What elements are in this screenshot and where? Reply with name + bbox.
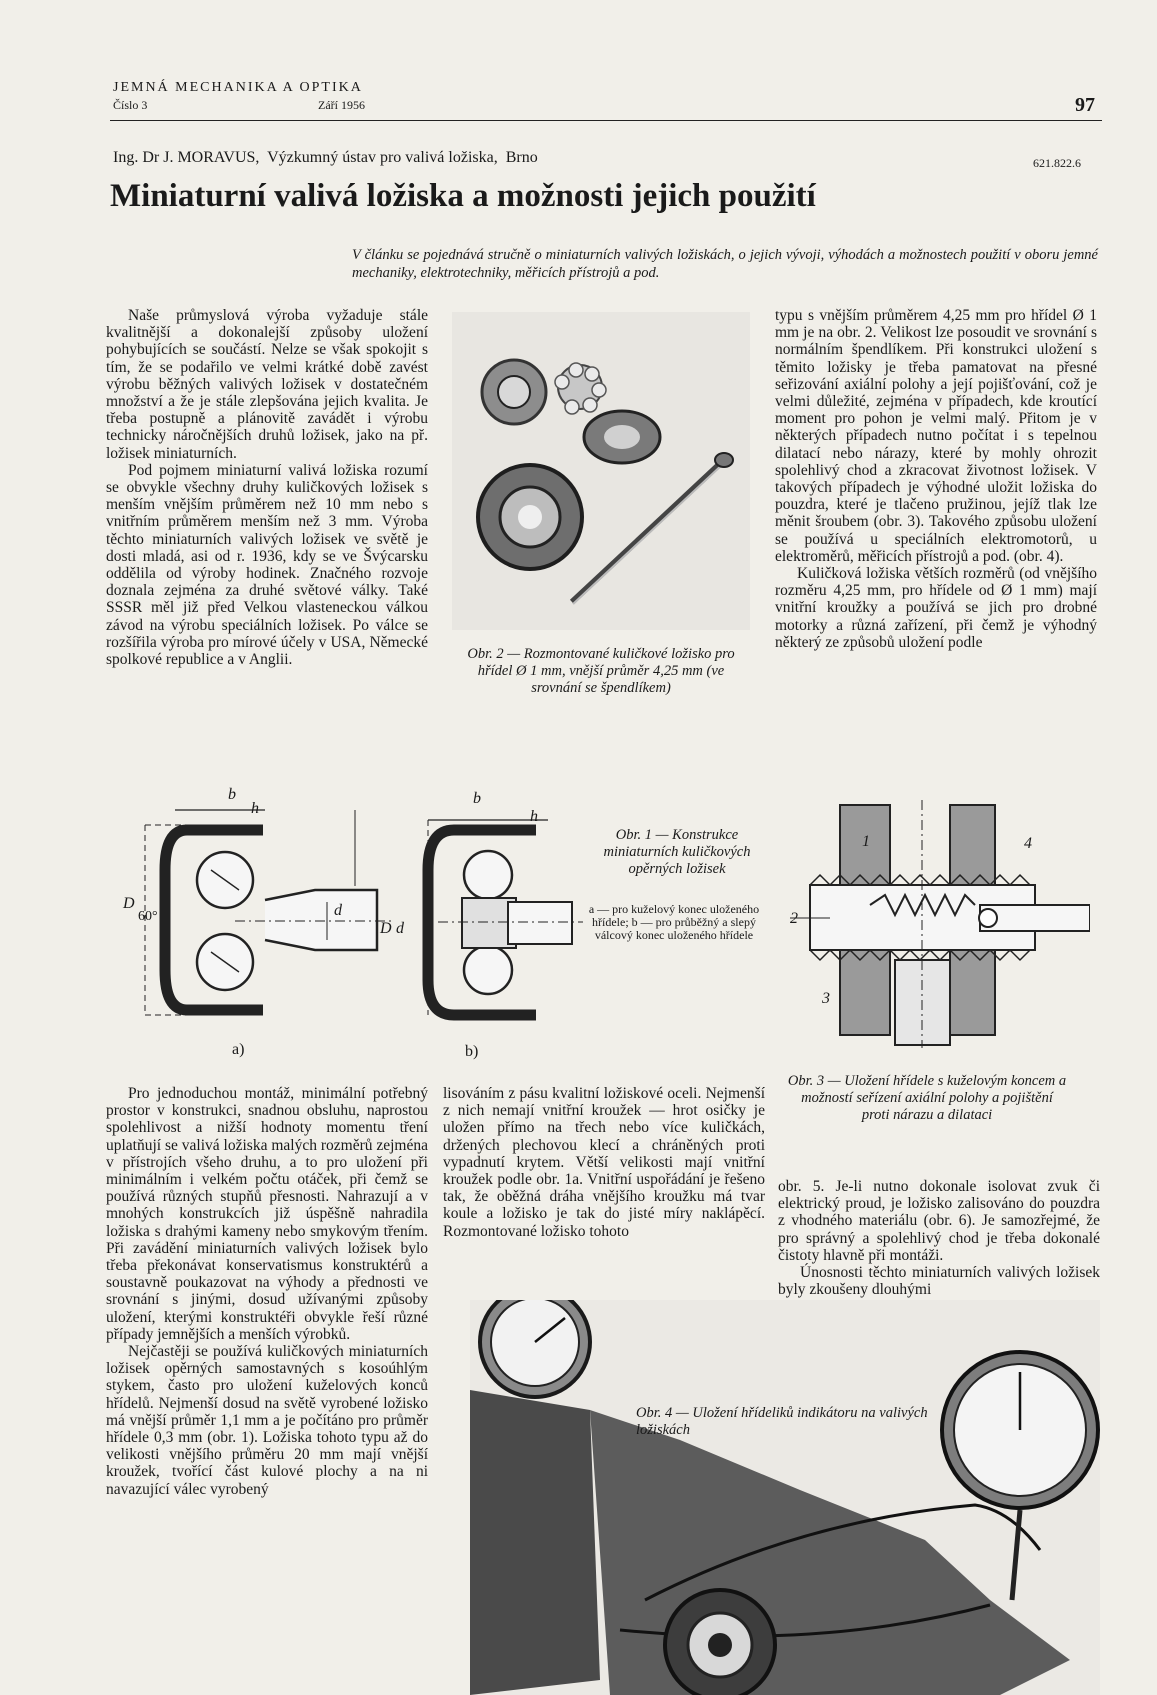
fig3-label-2: 2	[790, 910, 798, 927]
fig1a-label-h: h	[251, 800, 259, 817]
fig4-photo	[470, 1300, 1100, 1695]
paragraph: lisováním z pásu kvalitní ložiskové oceli. Nejmenší z nich nemají vnitřní kroužek — hrot osičky je uložen přímo na třech nebo více kuličkách, držených plechovou klecí a chráněných proti vypadnutí krytem. Větší velikosti mají vnitřní kroužek podle obr. 1a. Vnitřní uspořádání je řešeno tak, že oběžná dráha vnějšího kroužku má tvar koule a ložisko je tak do jisté míry naklápěcí. Rozmontované ložisko tohoto	[443, 1085, 765, 1240]
issue-number: Číslo 3	[113, 98, 148, 112]
header-rule	[110, 120, 1102, 121]
paragraph: Kuličková ložiska větších rozměrů (od vnějšího rozměru 4,25 mm, pro hřídele od Ø 1 mm) mají vnitřní kroužky a používá se jich pro drobné motorky a různá zařízení, při čemž je výhodný některý ze způsobů uložení podle	[775, 565, 1097, 651]
column-middle-bottom	[443, 1085, 765, 1240]
fig3-label-3: 3	[822, 990, 830, 1007]
fig1a-label-angle: 60°	[138, 909, 158, 924]
paragraph: typu s vnějším průměrem 4,25 mm pro hřídel Ø 1 mm je na obr. 2. Velikost lze posoudit ve srovnání s normálním špendlíkem. Při konstrukci uložení s těmito ložisky je třeba pamatovat na přesné seřizování axiální polohy a její pojišťování, což je velmi důležité, zejména v případech, kde kroutící moment pro pohon je velmi malý. Přitom je v některých případech nutno počítat i s tepelnou dilatací nebo nárazy, které by mohly ohrozit spolehlivý chod a zkracovat životnost ložisek. V takových případech je výhodné uložit ložiska do pouzdra, které je tlačeno pružinou, jejíž tlak lze měnit šroubem (obr. 3). Takového způsobu uložení se používá u speciálních elektromotorů, u elektroměrů, měřicích přístrojů a pod. (obr. 4).	[775, 307, 1097, 565]
fig1a-drawing	[115, 790, 405, 1030]
page-number: 97	[1075, 94, 1095, 116]
fig3-label-1: 1	[862, 833, 870, 850]
fig3-drawing	[790, 800, 1090, 1048]
fig1b-label-D: D	[380, 920, 392, 937]
fig1-legend: a — pro kuželový konec uloženého hřídele; b — pro průběžný a slepý válcový konec uloženého hřídele	[588, 902, 760, 942]
fig4-caption: Obr. 4 — Uložení hřídeliků indikátoru na valivých ložiskách	[636, 1405, 928, 1438]
fig1b-label-h: h	[530, 808, 538, 825]
author-line: Ing. Dr J. MORAVUS, Výzkumný ústav pro valivá ložiska, Brno	[113, 149, 538, 166]
fig2-photo	[452, 312, 750, 630]
fig1a-label-d: d	[334, 902, 342, 919]
paragraph: Pro jednoduchou montáž, minimální potřebný prostor v konstrukci, snadnou obsluhu, naprostou spolehlivost a nižší hodnoty momentu tření uplatňují se valivá ložiska malých rozměrů zejména v přístrojích všeho druhu, a to pro uložení při minimálním i velkém počtu otáček, při čemž se používá různých stupňů přesnosti. Nahrazují a v mnohých konstrukcích již úspěšně nahradila ložiska s drahými kameny nebo smykovým třením. Při zavádění miniaturních valivých ložisek bylo třeba překonávat konservatismus konstruktérů a soustavně poukazovat na výhody a přednosti ve srovnání s jinými, dosud užívanými způsoby uložení, kterými konstruktéři obvykle řeší různé případy jemnějších a menších výrobků.	[106, 1085, 428, 1343]
column-right-bottom	[778, 1178, 1100, 1298]
fig3-label-4: 4	[1024, 835, 1032, 852]
fig1-panel-b-label: b)	[465, 1043, 479, 1060]
fig1b-drawing	[408, 800, 588, 1030]
paragraph: Pod pojmem miniaturní valivá ložiska rozumí se obvykle všechny druhy kuličkových ložisek s menším vnějším průměrem než 10 mm nebo s vnitřním průměrem menším než 3 mm. Výroba těchto miniaturních valivých ložisek ve světě je dosti mladá, asi od r. 1936, kdy se ve Švýcarsku oddělila od výroby hodinek. Značného rozvoje doznala zejména za druhé světové války. Také SSSR měl již před Velkou vlasteneckou válkou závod na výrobu speciálních ložisek. Po válce se rozšířila výroba pro mírové účely v USA, Německé spolkové republice a v Anglii.	[106, 461, 428, 669]
fig1b-label-b: b	[473, 790, 481, 807]
fig1-caption: Obr. 1 — Konstrukce miniaturních kuličkových opěrných ložisek	[603, 827, 751, 877]
column-right-top	[775, 307, 1097, 651]
paragraph: Únosnosti těchto miniaturních valivých ložisek byly zkoušeny dlouhými	[778, 1264, 1100, 1299]
paragraph: Nejčastěji se používá kuličkových miniaturních ložisek opěrných samostavných s kosoúhlým stykem, často pro uložení kuželových konců hřídelů. Nejmenší dosud na světě vyrobené ložisko má vnější průměr 1,1 mm a je počítáno pro průměr hřídele 0,3 mm (obr. 1). Ložiska tohoto typu až do velikosti vnějšího průměru 20 mm mají vnější kroužek, tvořící část kulové plochy a na ni navazující válec vyrobený	[106, 1343, 428, 1498]
article-title: Miniaturní valivá ložiska a možnosti jejich použití	[110, 178, 816, 214]
fig1b-label-d: d	[396, 920, 404, 937]
fig1a-label-D: D	[123, 895, 135, 912]
fig3-caption: Obr. 3 — Uložení hřídele s kuželovým koncem a možností seřízení axiální polohy a pojištění proti nárazu a dilataci	[787, 1073, 1067, 1123]
fig1a-label-b: b	[228, 786, 236, 803]
paragraph: Naše průmyslová výroba vyžaduje stále kvalitnější a dokonalejší způsoby uložení pohybujících se součástí. Nelze se však spokojit s tím, že se podařilo ve velmi krátké době zavést výrobu běžných valivých ložisek v dostatečném množství a že je stále zlepšována jejich kvalita. Je třeba postupně a plánovitě zavádět i výrobu technicky náročnějších druhů ložisek, jako na př. ložisek miniaturních.	[106, 307, 428, 462]
paragraph: obr. 5. Je-li nutno dokonale isolovat zvuk či elektrický proud, je ložisko zalisováno do pouzdra z vhodného materiálu (obr. 6). Je samozřejmé, že pro správný a spolehlivý chod je třeba dokonalé čistoty hlavně při montáži.	[778, 1178, 1100, 1264]
journal-name: JEMNÁ MECHANIKA A OPTIKA	[113, 80, 363, 95]
issue-date: Září 1956	[318, 98, 365, 112]
column-left-bottom	[106, 1085, 428, 1498]
article-abstract: V článku se pojednává stručně o miniaturních valivých ložiskách, o jejich vývoji, výhodách a možnostech použití v oboru jemné mechaniky, elektrotechniky, měřicích přístrojů a pod.	[352, 247, 1098, 281]
column-left-top	[106, 307, 428, 668]
fig2-caption: Obr. 2 — Rozmontované kuličkové ložisko pro hřídel Ø 1 mm, vnější průměr 4,25 mm (ve srovnání se špendlíkem)	[467, 646, 735, 696]
fig1-panel-a-label: a)	[232, 1041, 245, 1058]
udc-code: 621.822.6	[1033, 156, 1081, 170]
